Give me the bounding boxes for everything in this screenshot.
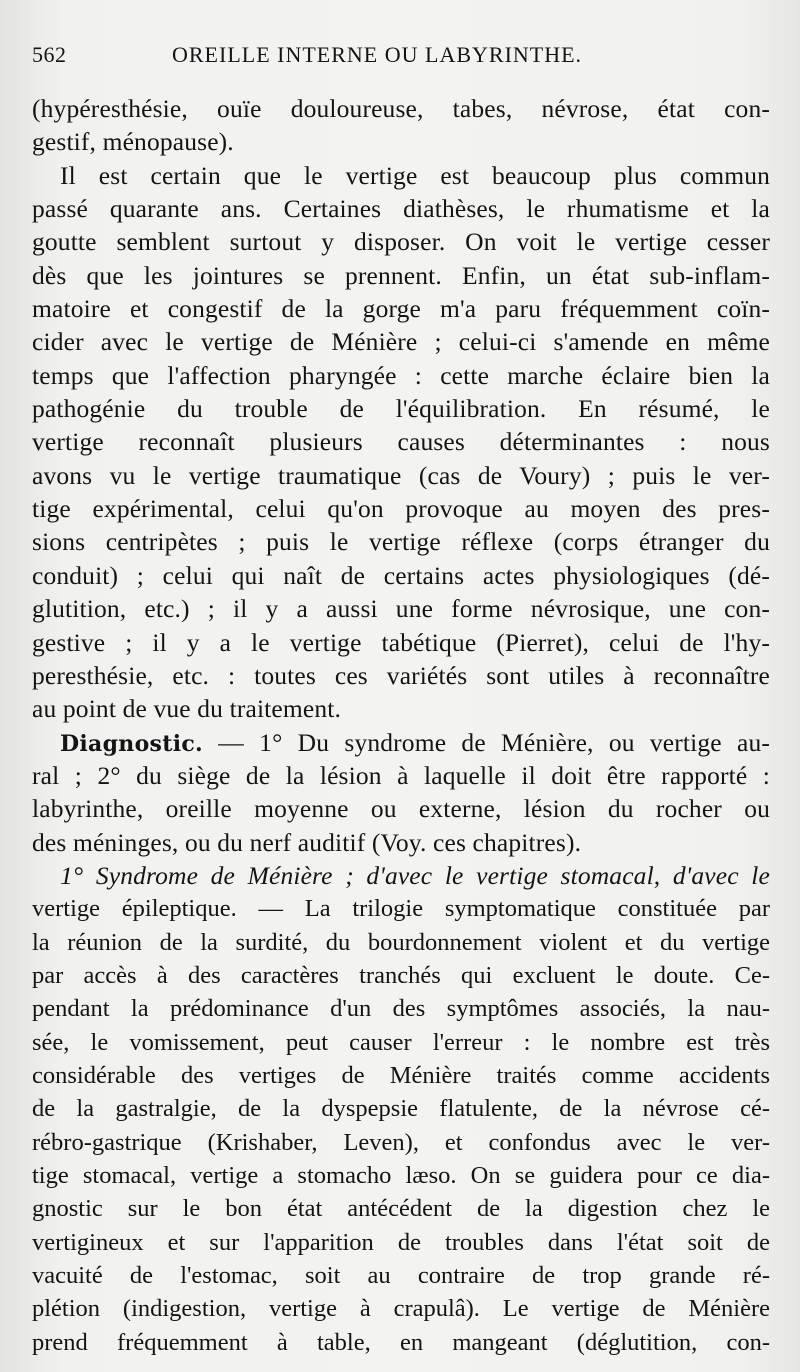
text-line: la réunion de la surdité, du bourdonnement violent et du vertige [32,928,770,956]
text-line: prend fréquemment à table, en mangeant (déglutition, con- [32,1328,770,1356]
section-heading-line [32,726,770,759]
text-line: vacuité de l'estomac, soit au contraire de trop grande ré- [32,1262,770,1290]
page-number: 562 [32,42,67,67]
text-line: avons vu le vertige traumatique (cas de Voury) ; puis le ver- [32,460,770,490]
text-line: sée, le vomissement, peut causer l'erreur : le nombre est très [32,1028,770,1056]
text-line: cider avec le vertige de Ménière ; celui-ci s'amende en même [32,327,770,357]
text-line: ral ; 2° du siège de la lésion à laquelle il doit être rapporté : [32,760,770,790]
text-line: tige stomacal, vertige a stomacho læso. On se guidera pour ce dia- [32,1162,770,1189]
text-line: rébro-gastrique (Krishaber, Leven), et confondus avec le ver- [32,1128,770,1156]
text-line: pathogénie du trouble de l'équilibration. En résumé, le [32,394,770,424]
text-line: vertige reconnaît plusieurs causes déterminantes : nous [32,427,770,457]
section-heading: Diagnostic. [60,730,204,757]
section-heading-text: — 1° Du syndrome de Ménière, ou vertige au- [203,727,770,757]
running-head: OREILLE INTERNE OU LABYRINTHE. [172,42,583,67]
text-line: tige expérimental, celui qu'on provoque au moyen des pres- [32,494,770,524]
text-line: au point de vue du traitement. [32,694,341,724]
text-line: pendant la prédominance d'un des symptômes associés, la nau- [32,995,770,1023]
text-line: gestive ; il y a le vertige tabétique (Pierret), celui de l'hy- [32,627,770,657]
page-header [32,42,772,76]
text-line: conduit) ; celui qui naît de certains actes physiologiques (dé- [32,560,770,590]
body-text [32,92,770,1359]
text-line: sions centripètes ; puis le vertige réflexe (corps étranger du [32,527,770,557]
text-line: gnostic sur le bon état antécédent de la digestion chez le [32,1195,770,1223]
text-line: temps que l'affection pharyngée : cette marche éclaire bien la [32,360,770,390]
text-line: passé quarante ans. Certaines diathèses, le rhumatisme et la [32,194,770,224]
text-line: peresthésie, etc. : toutes ces variétés sont utiles à reconnaître [32,660,770,690]
text-line: Il est certain que le vertige est beaucoup plus commun [60,160,770,190]
text-line: considérable des vertiges de Ménière traités comme accidents [32,1061,770,1089]
text-line: 1° Syndrome de Ménière ; d'avec le vertige stomacal, d'avec le [60,860,770,890]
text-line: (hypéresthésie, ouïe douloureuse, tabes, névrose, état con- [32,94,770,123]
text-line: glutition, etc.) ; il y a aussi une forme névrosique, une con- [32,594,770,624]
text-line: par accès à des caractères tranchés qui excluent le doute. Ce- [32,961,770,989]
text-line: des méninges, ou du nerf auditif (Voy. ces chapitres). [32,827,582,857]
text-line: matoire et congestif de la gorge m'a paru fréquemment coïn- [32,294,770,324]
text-line: vertige épileptique. — La trilogie symptomatique constituée par [32,895,770,923]
text-line: labyrinthe, oreille moyenne ou externe, lésion du rocher ou [32,794,770,824]
text-line: de la gastralgie, de la dyspepsie flatulente, de la névrose cé- [32,1095,770,1123]
text-line: gestif, ménopause). [32,127,234,157]
text-line: goutte semblent surtout y disposer. On voit le vertige cesser [32,227,770,257]
text-line: plétion (indigestion, vertige à crapulâ). Le vertige de Ménière [32,1295,770,1323]
text-line: vertigineux et sur l'apparition de troubles dans l'état soit de [32,1228,770,1256]
text-line: dès que les jointures se prennent. Enfin, un état sub-inflam- [32,260,770,290]
